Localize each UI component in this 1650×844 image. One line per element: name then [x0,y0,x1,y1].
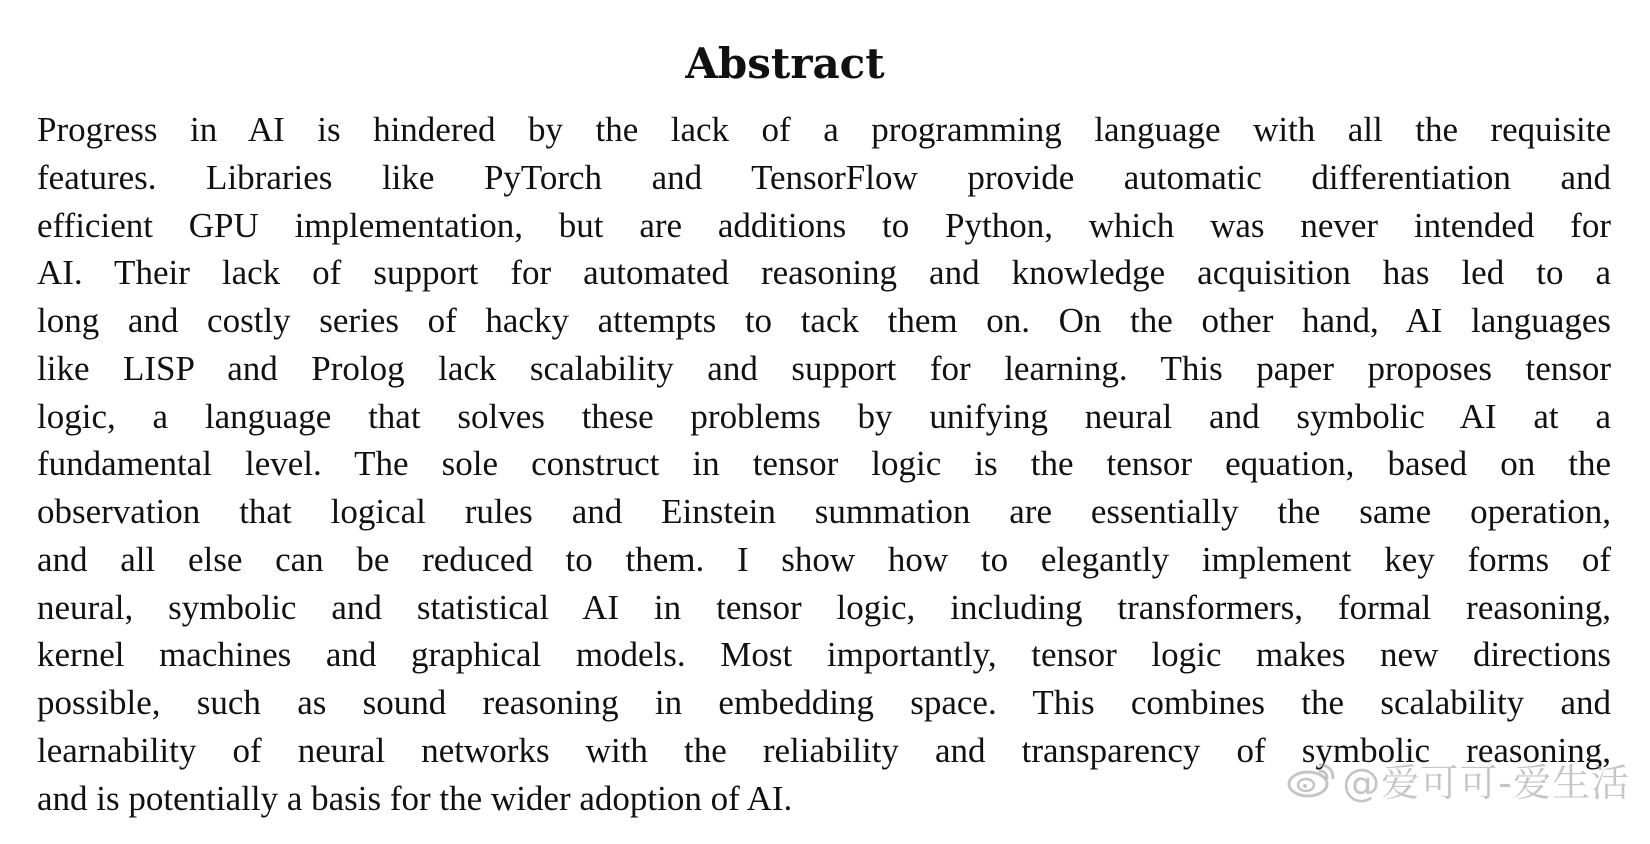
abstract-line: learnability of neural networks with the reliability and transparency of symbolic reasoning, [37,730,1611,770]
abstract-line: fundamental level. The sole construct in tensor logic is the tensor equation, based on the [37,444,1611,484]
abstract-line: like LISP and Prolog lack scalability and support for learning. This paper proposes tensor [37,348,1611,388]
abstract-line: Progress in AI is hindered by the lack of a programming language with all the requisite [37,110,1611,149]
abstract-heading: Abstract [685,39,885,88]
abstract-line: logic, a language that solves these problems by unifying neural and symbolic AI at a [37,396,1611,436]
abstract-line: long and costly series of hacky attempts to tack them on. On the other hand, AI languages [37,301,1611,340]
abstract-line: and all else can be reduced to them. I show how to elegantly implement key forms of [37,539,1611,579]
abstract-line: observation that logical rules and Einstein summation are essentially the same operation, [37,492,1611,531]
abstract-line: neural, symbolic and statistical AI in tensor logic, including transformers, formal reasoning, [37,587,1611,627]
abstract-body [37,106,1611,822]
abstract-line: kernel machines and graphical models. Most importantly, tensor logic makes new directions [37,635,1611,675]
abstract-line: and is potentially a basis for the wider adoption of AI. [37,778,793,818]
watermark-text: @爱可可-爱生活 [1342,760,1630,805]
abstract-line: efficient GPU implementation, but are additions to Python, which was never intended for [37,205,1611,245]
abstract-line: AI. Their lack of support for automated reasoning and knowledge acquisition has led to a [37,253,1611,293]
abstract-line: features. Libraries like PyTorch and TensorFlow provide automatic differentiation and [37,157,1611,197]
abstract-line: possible, such as sound reasoning in embedding space. This combines the scalability and [37,683,1611,722]
